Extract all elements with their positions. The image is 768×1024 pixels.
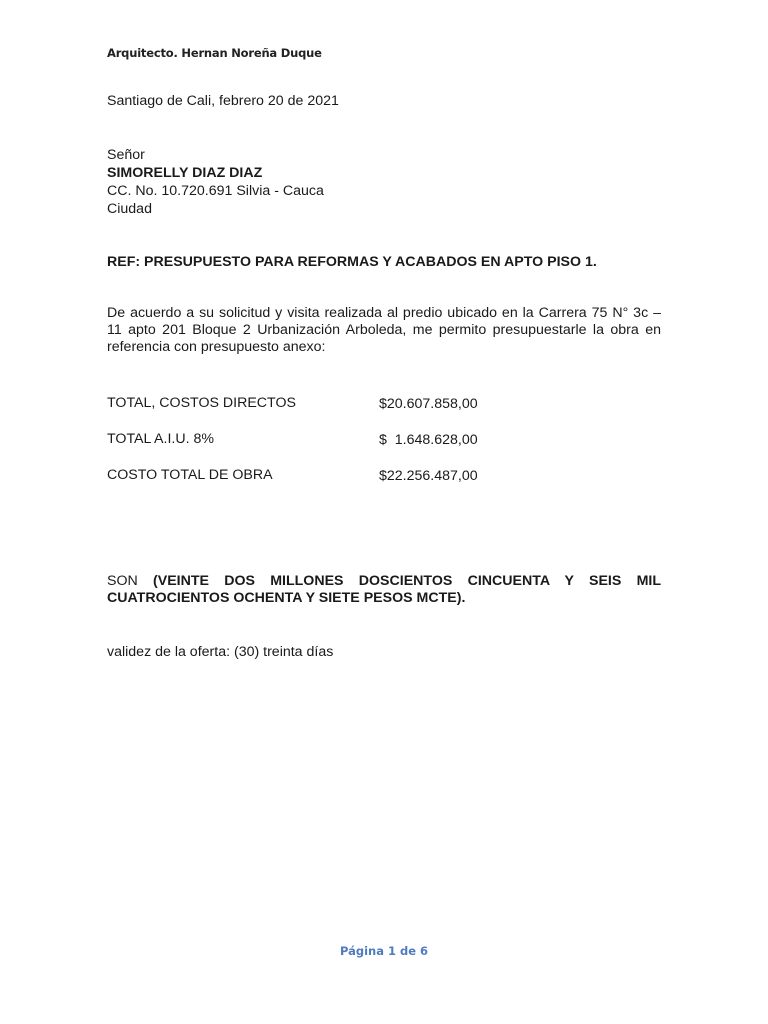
cost-label: TOTAL, COSTOS DIRECTOS	[107, 395, 296, 411]
place-date: Santiago de Cali, febrero 20 de 2021	[107, 93, 339, 109]
cost-value: $ 1.648.628,00	[379, 432, 478, 448]
recipient-id: CC. No. 10.720.691 Silvia - Cauca	[107, 183, 324, 199]
body-paragraph: De acuerdo a su solicitud y visita realizada al predio ubicado en la Carrera 75 N° 3c – 11 apto 201 Bloque 2 Urbanización Arboleda, me permito presupuestarle la obra en referencia con presupuesto anexo:	[107, 305, 661, 355]
offer-validity: validez de la oferta: (30) treinta días	[107, 644, 334, 660]
reference-line: REF: PRESUPUESTO PARA REFORMAS Y ACABADOS EN APTO PISO 1.	[107, 254, 597, 270]
amount-prefix: SON	[107, 573, 153, 589]
salutation: Señor	[107, 147, 145, 163]
recipient-city: Ciudad	[107, 201, 152, 217]
cost-value: $20.607.858,00	[379, 396, 478, 412]
recipient-name: SIMORELLY DIAZ DIAZ	[107, 165, 263, 181]
letterhead-author: Arquitecto. Hernan Noreña Duque	[107, 46, 322, 60]
cost-value: $22.256.487,00	[379, 468, 478, 484]
cost-label: TOTAL A.I.U. 8%	[107, 431, 214, 447]
amount-text: (VEINTE DOS MILLONES DOSCIENTOS CINCUENTA Y SEIS MIL CUATROCIENTOS OCHENTA Y SIETE PESOS MCTE).	[107, 573, 661, 606]
cost-label: COSTO TOTAL DE OBRA	[107, 467, 273, 483]
page-number-footer: Página 1 de 6	[339, 944, 429, 958]
amount-in-words	[107, 573, 661, 607]
